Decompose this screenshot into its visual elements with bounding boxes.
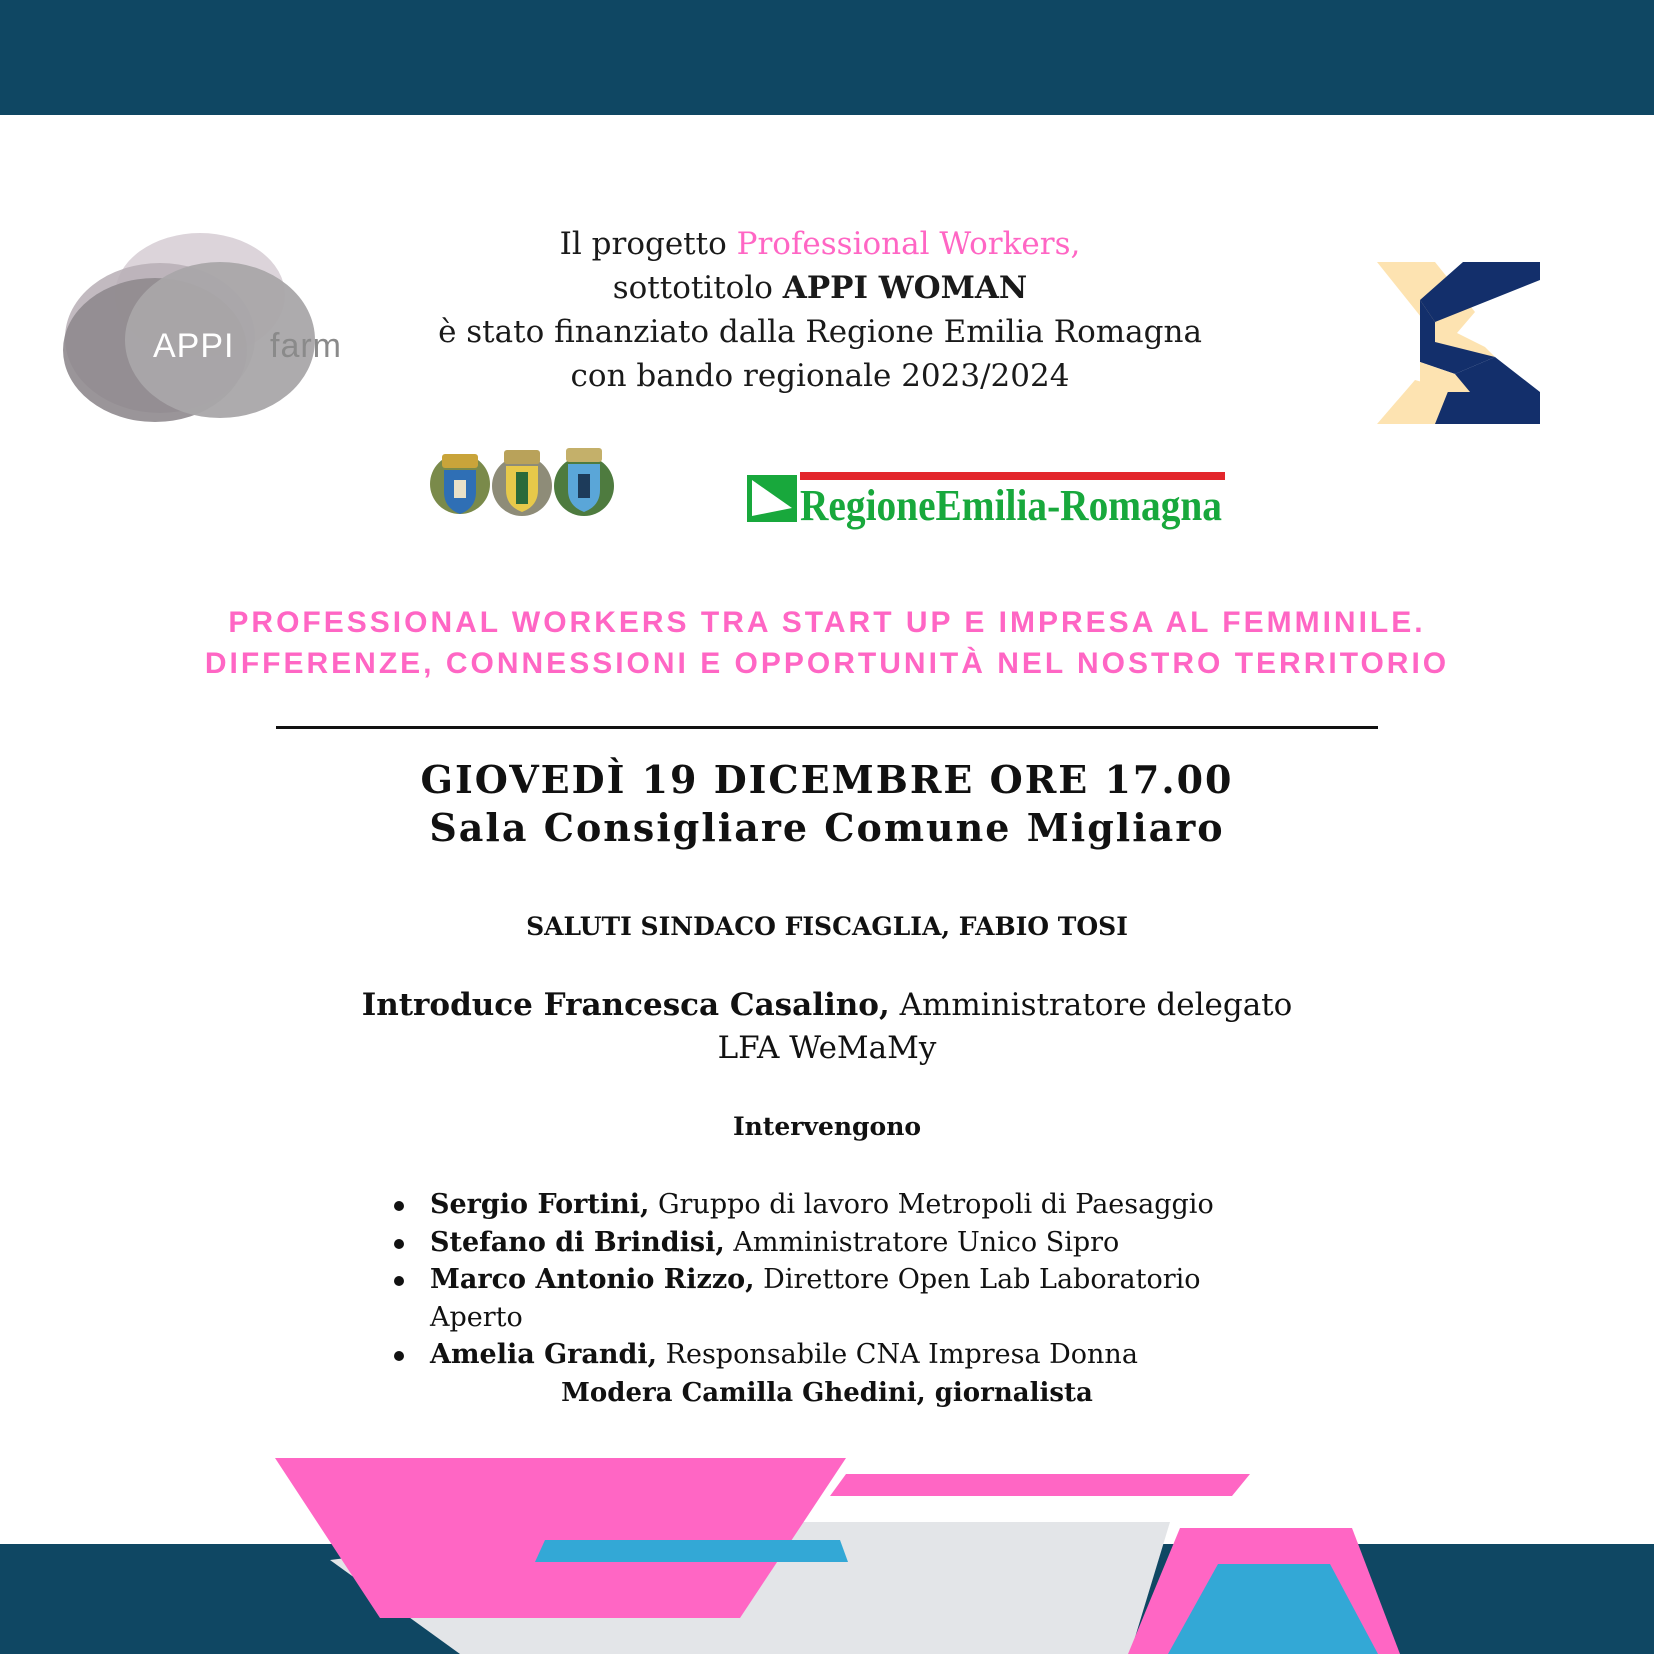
appi-word: APPI bbox=[153, 327, 235, 365]
crest-icon bbox=[554, 448, 614, 516]
crest-icon bbox=[492, 450, 552, 516]
pink-strip bbox=[830, 1474, 1250, 1496]
introducer-role: Amministratore delegato bbox=[889, 987, 1293, 1023]
speaker-role: Responsabile CNA Impresa Donna bbox=[657, 1339, 1138, 1370]
intro-prefix: Il progetto bbox=[559, 226, 737, 262]
crest-icon bbox=[430, 454, 490, 514]
introducer-org: LFA WeMaMy bbox=[717, 1030, 937, 1066]
headline-line-1: PROFESSIONAL WORKERS TRA START UP E IMPRESA AL FEMMINILE. bbox=[228, 606, 1426, 639]
speaker-role: Amministratore Unico Sipro bbox=[724, 1226, 1120, 1258]
tender-line: con bando regionale 2023/2024 bbox=[570, 358, 1070, 394]
appi-farm-logo bbox=[60, 220, 380, 430]
project-name: Professional Workers, bbox=[736, 226, 1081, 262]
speaker-name: Sergio Fortini, bbox=[430, 1189, 650, 1220]
top-band bbox=[0, 0, 1654, 115]
subtitle-prefix: sottotitolo bbox=[612, 270, 783, 306]
speaker-name: Stefano di Brindisi, bbox=[430, 1226, 725, 1258]
bullet-icon bbox=[394, 1239, 404, 1249]
introduction bbox=[300, 984, 1354, 1070]
funding-line: è stato finanziato dalla Regione Emilia Romagna bbox=[438, 314, 1202, 350]
regione-wordmark: RegioneEmilia-Romagna bbox=[800, 481, 1222, 530]
list-item bbox=[392, 1186, 1292, 1224]
divider-rule bbox=[276, 726, 1378, 729]
headline-line-2: DIFFERENZE, CONNESSIONI E OPPORTUNITÀ NEL NOSTRO TERRITORIO bbox=[204, 647, 1450, 680]
municipal-crests bbox=[430, 442, 615, 527]
list-item bbox=[392, 1224, 1292, 1262]
speakers-heading: Intervengono bbox=[732, 1112, 922, 1141]
event-datetime bbox=[300, 756, 1354, 852]
ws-monogram-icon bbox=[1375, 262, 1540, 424]
project-intro bbox=[400, 222, 1240, 398]
list-item bbox=[392, 1261, 1292, 1336]
farm-word: farm bbox=[270, 327, 342, 365]
event-venue: Sala Consigliare Comune Migliaro bbox=[429, 805, 1225, 850]
subtitle-name: APPI WOMAN bbox=[782, 270, 1028, 306]
speaker-role: Gruppo di lavoro Metropoli di Paesaggio bbox=[649, 1189, 1214, 1220]
bullet-icon bbox=[394, 1201, 404, 1211]
greetings-line: SALUTI SINDACO FISCAGLIA, FABIO TOSI bbox=[526, 912, 1128, 941]
bullet-icon bbox=[394, 1276, 404, 1286]
event-date: GIOVEDÌ 19 DICEMBRE ORE 17.00 bbox=[420, 757, 1234, 802]
regione-emilia-romagna-logo bbox=[745, 470, 1225, 540]
speaker-name: Marco Antonio Rizzo, bbox=[430, 1264, 755, 1295]
speaker-name: Amelia Grandi, bbox=[430, 1339, 658, 1370]
moderator-line: Modera Camilla Ghedini, giornalista bbox=[561, 1378, 1093, 1408]
decorative-shapes bbox=[0, 1440, 1654, 1654]
introducer-name: Introduce Francesca Casalino, bbox=[361, 987, 890, 1023]
regione-logo-graphic bbox=[745, 470, 1225, 540]
event-headline bbox=[180, 602, 1474, 684]
list-item bbox=[392, 1336, 1292, 1374]
speakers-list bbox=[392, 1186, 1292, 1374]
blue-strip bbox=[535, 1540, 848, 1562]
bullet-icon bbox=[394, 1351, 404, 1361]
speaker-role: Direttore Open Lab Laboratorio Aperto bbox=[430, 1264, 1201, 1333]
